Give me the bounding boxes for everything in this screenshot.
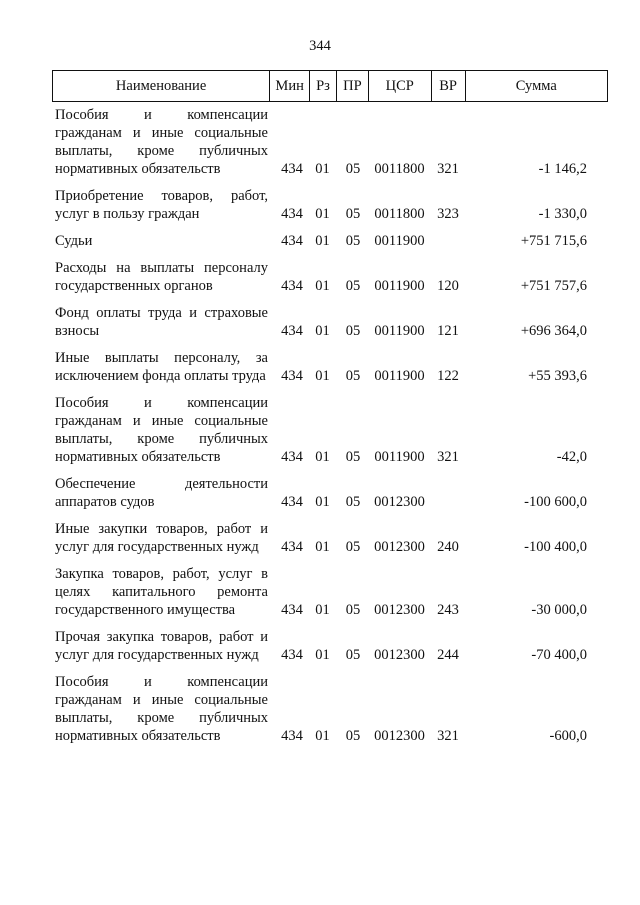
table-header <box>52 70 608 102</box>
table-row <box>52 349 608 385</box>
row-csr: 0012300 <box>374 494 425 510</box>
table-row <box>52 259 608 295</box>
row-pr: 05 <box>345 233 361 249</box>
row-name: Иные закупки товаров, работ и услуг для государственных нужд <box>55 521 268 555</box>
row-vr: 121 <box>437 323 459 339</box>
row-sum: -42,0 <box>556 449 587 465</box>
table-row <box>52 475 608 511</box>
row-rz: 01 <box>315 539 330 555</box>
row-pr: 05 <box>345 647 361 663</box>
row-csr: 0011900 <box>374 323 425 339</box>
row-rz: 01 <box>315 494 330 510</box>
row-vr: 321 <box>437 449 459 465</box>
table-row <box>52 187 608 223</box>
row-name: Прочая закупка товаров, работ и услуг для государственных нужд <box>55 629 268 663</box>
row-pr: 05 <box>345 368 361 384</box>
table-row <box>52 673 608 745</box>
row-min: 434 <box>281 206 303 222</box>
table-row <box>52 106 608 178</box>
row-min: 434 <box>281 278 303 294</box>
row-min: 434 <box>281 602 303 618</box>
row-rz: 01 <box>315 206 330 222</box>
row-csr: 0012300 <box>374 728 425 744</box>
row-name: Расходы на выплаты персоналу государственных органов <box>55 260 268 294</box>
row-csr: 0012300 <box>374 602 425 618</box>
row-sum: -1 330,0 <box>538 206 587 222</box>
table-row <box>52 565 608 619</box>
row-min: 434 <box>281 233 303 249</box>
row-sum: -100 400,0 <box>524 539 587 555</box>
row-name: Фонд оплаты труда и страховые взносы <box>55 305 268 339</box>
row-min: 434 <box>281 647 303 663</box>
row-rz: 01 <box>315 602 330 618</box>
row-sum: +751 715,6 <box>520 233 587 249</box>
row-min: 434 <box>281 494 303 510</box>
row-vr: 244 <box>437 647 459 663</box>
header-csr: ЦСР <box>368 71 431 101</box>
row-name: Приобретение товаров, работ, услуг в пользу граждан <box>55 188 268 222</box>
row-pr: 05 <box>345 602 361 618</box>
row-rz: 01 <box>315 449 330 465</box>
header-name: Наименование <box>115 77 207 94</box>
row-pr: 05 <box>345 278 361 294</box>
row-csr: 0011900 <box>374 368 425 384</box>
page-number: 344 <box>309 38 331 54</box>
row-sum: -600,0 <box>549 728 587 744</box>
row-vr: 323 <box>437 206 459 222</box>
row-pr: 05 <box>345 728 361 744</box>
row-sum: -30 000,0 <box>531 602 587 618</box>
row-vr: 122 <box>437 368 459 384</box>
header-rz: Рз <box>309 71 336 101</box>
header-pr: ПР <box>336 71 368 101</box>
row-name: Обеспечение деятельности аппаратов судов <box>55 476 268 510</box>
row-pr: 05 <box>345 539 361 555</box>
row-rz: 01 <box>315 323 330 339</box>
row-vr: 243 <box>437 602 459 618</box>
row-pr: 05 <box>345 161 361 177</box>
row-name: Пособия и компенсации гражданам и иные социальные выплаты, кроме публичных нормативных обязательств <box>55 674 268 744</box>
row-sum: -100 600,0 <box>524 494 587 510</box>
row-name: Пособия и компенсации гражданам и иные социальные выплаты, кроме публичных нормативных обязательств <box>55 107 268 177</box>
row-sum: +751 757,6 <box>520 278 587 294</box>
row-vr: 321 <box>437 728 459 744</box>
table-row <box>52 232 608 250</box>
row-csr: 0011800 <box>374 161 425 177</box>
budget-table <box>52 70 608 754</box>
row-pr: 05 <box>345 323 361 339</box>
row-sum: -1 146,2 <box>538 161 587 177</box>
row-rz: 01 <box>315 647 330 663</box>
row-csr: 0011900 <box>374 278 425 294</box>
row-min: 434 <box>281 161 303 177</box>
header-vr: ВР <box>431 71 465 101</box>
header-min: Мин <box>269 71 309 101</box>
row-name: Иные выплаты персоналу, за исключением фонда оплаты труда <box>55 350 268 384</box>
table-row <box>52 394 608 466</box>
row-pr: 05 <box>345 449 361 465</box>
row-rz: 01 <box>315 368 330 384</box>
row-csr: 0011800 <box>374 206 425 222</box>
row-csr: 0011900 <box>374 233 425 249</box>
row-min: 434 <box>281 368 303 384</box>
row-name: Закупка товаров, работ, услуг в целях капитального ремонта государственного имущества <box>55 566 268 618</box>
table-body <box>52 106 608 745</box>
row-rz: 01 <box>315 728 330 744</box>
row-name: Судьи <box>55 233 93 249</box>
row-sum: +55 393,6 <box>528 368 587 384</box>
row-min: 434 <box>281 539 303 555</box>
row-min: 434 <box>281 728 303 744</box>
table-row <box>52 304 608 340</box>
table-row <box>52 628 608 664</box>
row-csr: 0012300 <box>374 539 425 555</box>
header-sum: Сумма <box>465 71 607 101</box>
row-pr: 05 <box>345 494 361 510</box>
row-min: 434 <box>281 449 303 465</box>
row-rz: 01 <box>315 233 330 249</box>
row-pr: 05 <box>345 206 361 222</box>
row-name: Пособия и компенсации гражданам и иные социальные выплаты, кроме публичных нормативных обязательств <box>55 395 268 465</box>
row-sum: -70 400,0 <box>531 647 587 663</box>
row-csr: 0011900 <box>374 449 425 465</box>
row-rz: 01 <box>315 161 330 177</box>
row-sum: +696 364,0 <box>520 323 587 339</box>
row-min: 434 <box>281 323 303 339</box>
row-vr: 120 <box>437 278 459 294</box>
table-row <box>52 520 608 556</box>
row-vr: 321 <box>437 161 459 177</box>
row-rz: 01 <box>315 278 330 294</box>
row-vr: 240 <box>437 539 459 555</box>
row-csr: 0012300 <box>374 647 425 663</box>
